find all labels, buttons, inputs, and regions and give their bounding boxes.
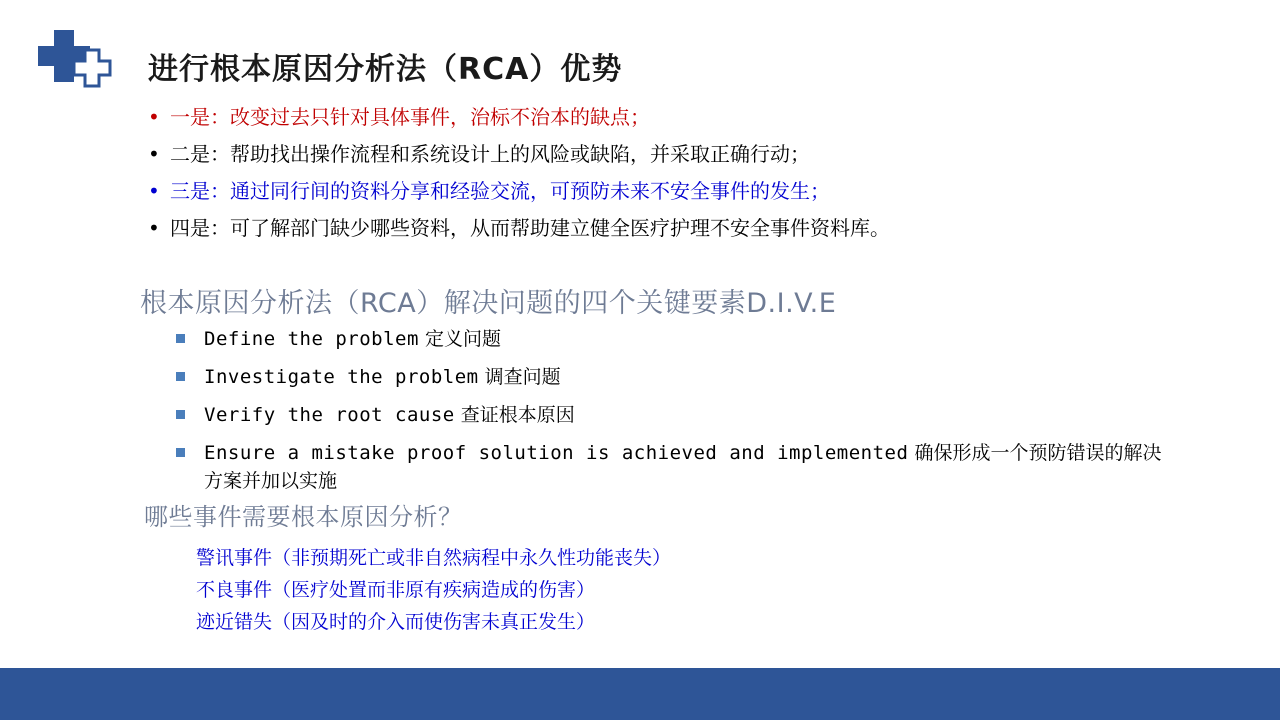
list-item (176, 439, 1176, 495)
square-bullet-icon (176, 439, 204, 457)
list-item (176, 363, 1176, 391)
bullet-dot-icon: • (148, 179, 160, 203)
square-bullet-icon (176, 325, 204, 343)
square-bullet-icon (176, 401, 204, 419)
square-bullet-icon (176, 363, 204, 381)
list-item (176, 325, 1176, 353)
list-item (196, 542, 1096, 574)
advantages-list (148, 104, 1228, 252)
list-item-label: Define the problem 定义问题 (204, 328, 501, 350)
section-heading-which-events: 哪些事件需要根本原因分析？ (144, 503, 463, 531)
event-name: 不良事件 (196, 579, 273, 601)
page-title: 进行根本原因分析法（RCA）优势 (148, 52, 623, 87)
event-description: （医疗处置而非原有疾病造成的伤害） (272, 579, 596, 601)
bullet-dot-icon: • (148, 216, 160, 240)
list-item-label: Ensure a mistake proof solution is achieved and implemented 确保形成一个预防错误的解决方案并加以实施 (204, 442, 1162, 492)
list-item-label: 四是：可了解部门缺少哪些资料，从而帮助建立健全医疗护理不安全事件资料库。 (170, 216, 890, 240)
events-list (196, 542, 1096, 638)
list-item-label: 三是：通过同行间的资料分享和经验交流，可预防未来不安全事件的发生； (170, 179, 830, 203)
list-item (148, 178, 1228, 204)
footer-bar (0, 668, 1280, 720)
bullet-dot-icon: • (148, 142, 160, 166)
list-item-label: Verify the root cause 查证根本原因 (204, 404, 575, 426)
bullet-dot-icon: • (148, 105, 160, 129)
event-description: （因及时的介入而使伤害未真正发生） (272, 611, 596, 633)
list-item (148, 141, 1228, 167)
list-item-label: 一是：改变过去只针对具体事件，治标不治本的缺点； (170, 105, 650, 129)
event-description: （非预期死亡或非自然病程中永久性功能丧失） (272, 547, 672, 569)
medical-cross-logo (32, 28, 114, 90)
event-name: 警讯事件 (196, 547, 273, 569)
list-item (196, 606, 1096, 638)
list-item (148, 104, 1228, 130)
list-item (176, 401, 1176, 429)
section-heading-dive: 根本原因分析法（RCA）解决问题的四个关键要素D.I.V.E (140, 288, 837, 319)
list-item (148, 215, 1228, 241)
list-item-label: Investigate the problem 调查问题 (204, 366, 561, 388)
event-name: 迹近错失 (196, 611, 273, 633)
dive-list (176, 325, 1176, 505)
list-item (196, 574, 1096, 606)
list-item-label: 二是：帮助找出操作流程和系统设计上的风险或缺陷，并采取正确行动； (170, 142, 810, 166)
